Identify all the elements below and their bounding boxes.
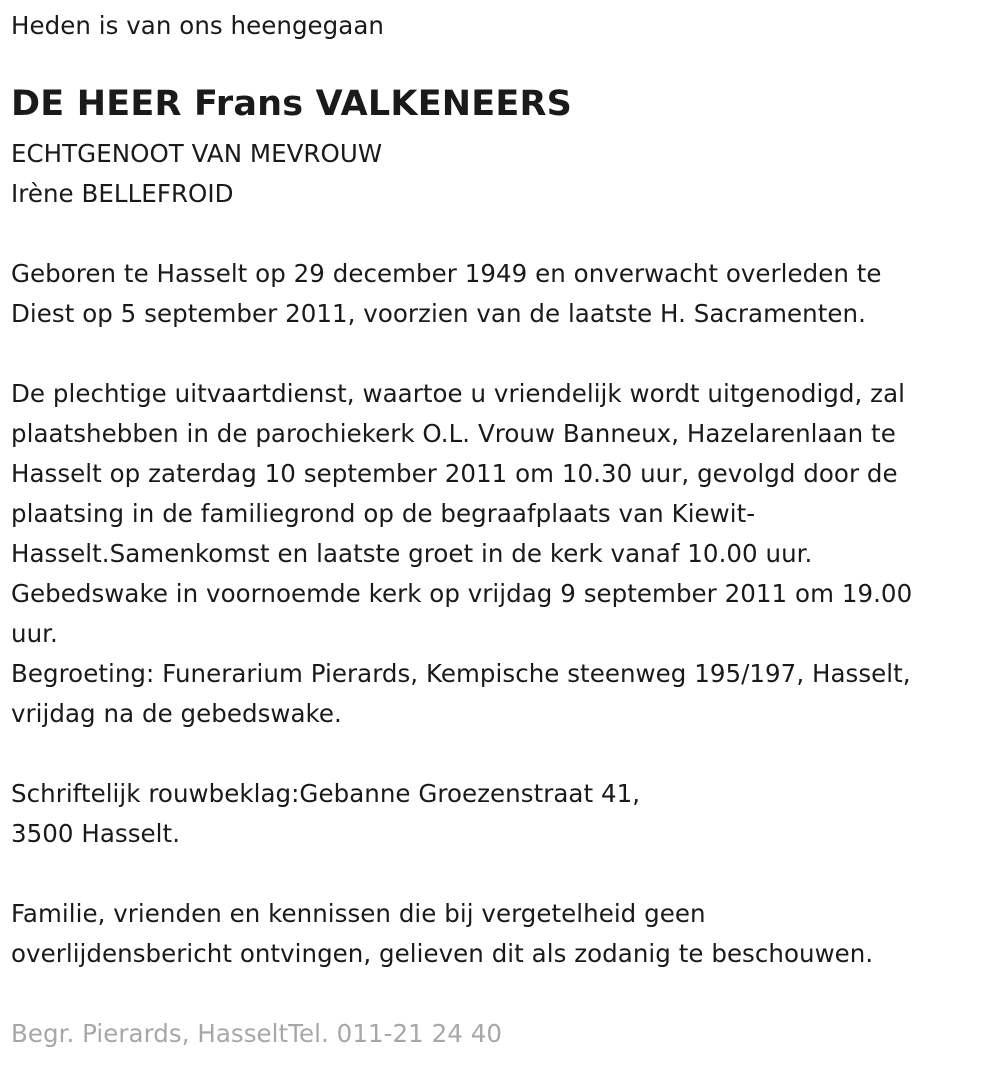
ceremony-line-1: De plechtige uitvaartdienst, waartoe u vriendelijk wordt uitgenodigd, zal (11, 379, 906, 408)
ceremony-line-9: vrijdag na de gebedswake. (11, 699, 342, 728)
condolence-line-1: Schriftelijk rouwbeklag:Gebanne Groezenstraat 41, (11, 779, 641, 808)
family-note-line-2: overlijdensbericht ontvingen, gelieven dit als zodanig te beschouwen. (11, 939, 874, 968)
ceremony-line-7: uur. (11, 619, 58, 648)
ceremony-line-6: Gebedswake in voornoemde kerk op vrijdag 9 september 2011 om 19.00 (11, 579, 913, 608)
family-note-line-1: Familie, vrienden en kennissen die bij vergetelheid geen (11, 899, 706, 928)
ceremony-line-8: Begroeting: Funerarium Pierards, Kempische steenweg 195/197, Hasselt, (11, 659, 911, 688)
spouse-label: ECHTGENOOT VAN MEVROUW (11, 139, 383, 168)
birth-death-line-2: Diest op 5 september 2011, voorzien van de laatste H. Sacramenten. (11, 299, 866, 328)
ceremony-line-4: plaatsing in de familiegrond op de begraafplaats van Kiewit- (11, 499, 756, 528)
footer-contact: Begr. Pierards, HasseltTel. 011-21 24 40 (11, 1019, 502, 1048)
spouse-name: Irène BELLEFROID (11, 179, 234, 208)
condolence-line-2: 3500 Hasselt. (11, 819, 181, 848)
birth-death-line-1: Geboren te Hasselt op 29 december 1949 en onverwacht overleden te (11, 259, 882, 288)
ceremony-line-3: Hasselt op zaterdag 10 september 2011 om 10.30 uur, gevolgd door de (11, 459, 898, 488)
intro-text: Heden is van ons heengegaan (11, 11, 384, 40)
deceased-name: DE HEER Frans VALKENEERS (11, 84, 573, 124)
ceremony-line-5: Hasselt.Samenkomst en laatste groet in de kerk vanaf 10.00 uur. (11, 539, 813, 568)
ceremony-line-2: plaatshebben in de parochiekerk O.L. Vrouw Banneux, Hazelarenlaan te (11, 419, 896, 448)
